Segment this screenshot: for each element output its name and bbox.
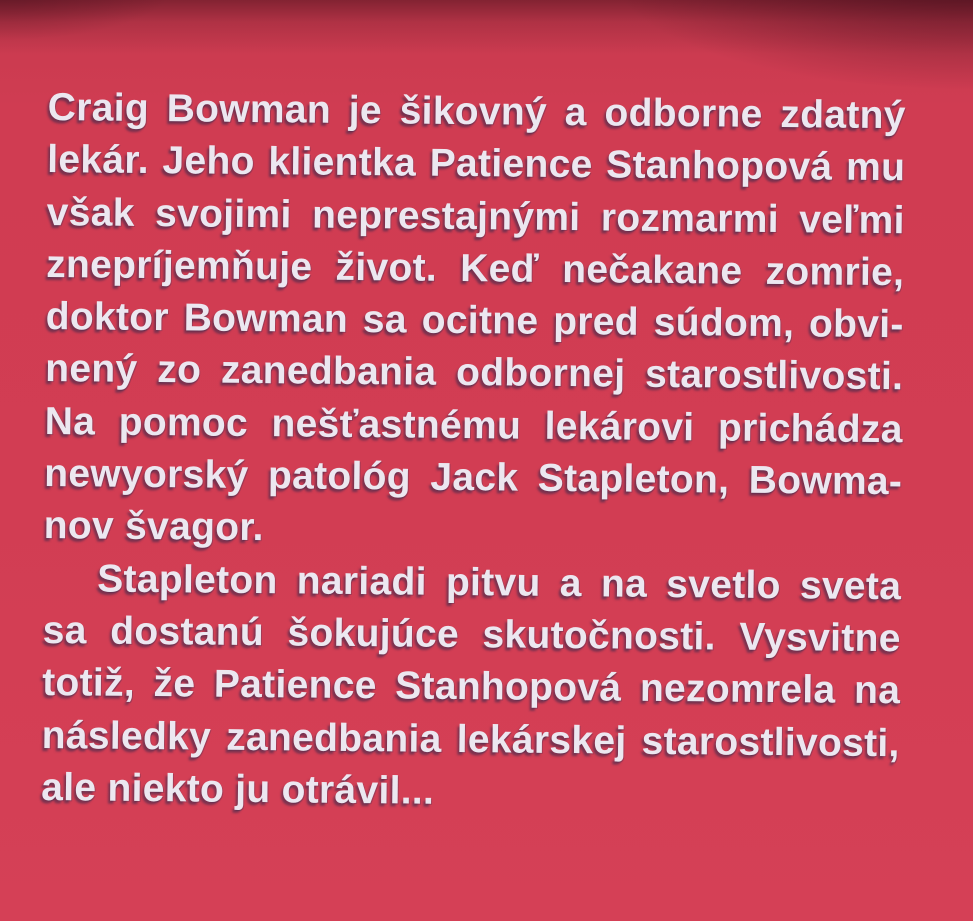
blurb-text — [41, 82, 906, 822]
blurb-line: Craig Bowman je šikovný a odborne zdatný — [47, 85, 906, 138]
blurb-line: ale niekto ju otrávil... — [41, 765, 435, 813]
blurb-line: nov švagor. — [43, 504, 264, 550]
blurb-line: doktor Bowman sa ocitne pred súdom, obvi- — [45, 295, 904, 347]
blurb-line: totiž, že Patience Stanhopová nezomrela na — [42, 661, 901, 713]
blurb-line: následky zanedbania lekárskej starostlivosti, — [41, 713, 900, 765]
blurb-line: Na pomoc nešťastnému lekárovi prichádza — [44, 399, 903, 452]
blurb-line: Stapleton nariadi pitvu a na svetlo sveta — [97, 557, 902, 608]
blurb-paragraph — [41, 553, 901, 823]
blurb-line: nený zo zanedbania odbornej starostlivosti. — [45, 347, 904, 399]
blurb-line: lekár. Jeho klientka Patience Stanhopová mu — [47, 138, 906, 190]
blurb-line: sa dostanú šokujúce skutočnosti. Vysvitne — [42, 608, 901, 661]
blurb-line: však svojimi neprestajnými rozmarmi veľmi — [46, 190, 905, 242]
blurb-line: newyorský patológ Jack Stapleton, Bowma- — [44, 452, 903, 504]
blurb-line: znepríjemňuje život. Keď nečakane zomrie, — [46, 242, 905, 295]
blurb-paragraph — [43, 82, 905, 561]
